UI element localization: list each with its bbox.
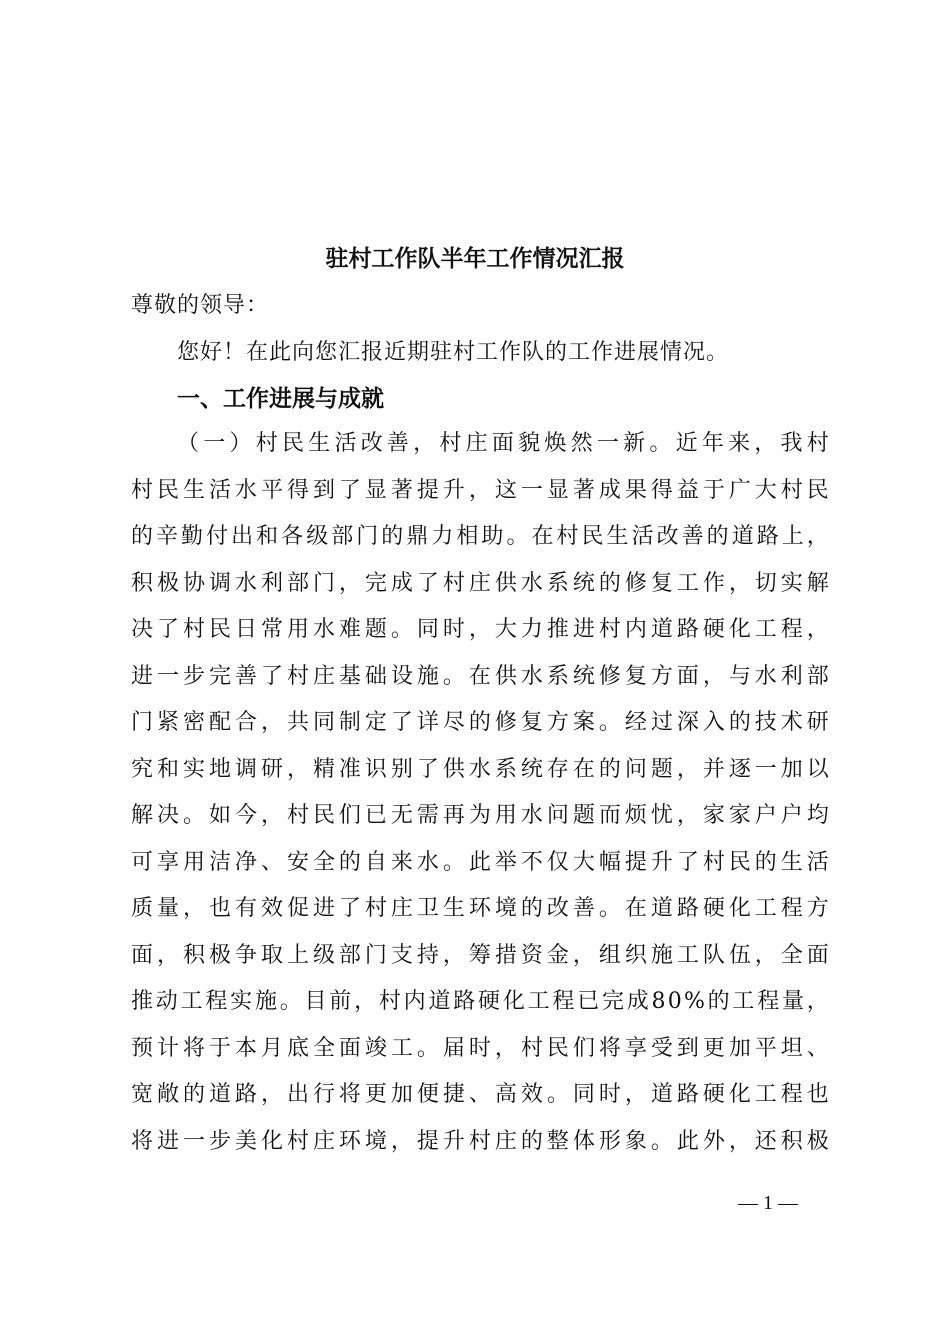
body-line: 的辛勤付出和各级部门的鼎力相助。在村民生活改善的道路上， (131, 524, 831, 549)
body-line: 将进一步美化村庄环境，提升村庄的整体形象。此外，还积极 (131, 1128, 831, 1154)
body-line: 决了村民日常用水难题。同时，大力推进村内道路硬化工程， (131, 617, 831, 642)
body-paragraph (131, 421, 831, 1165)
body-line: （一）村民生活改善，村庄面貌焕然一新。近年来，我村 (177, 431, 831, 456)
body-line: 面，积极争取上级部门支持，筹措资金，组织施工队伍，全面 (131, 942, 831, 968)
body-line: 预计将于本月底全面竣工。届时，村民们将享受到更加平坦、 (131, 1035, 831, 1061)
body-line: 解决。如今，村民们已无需再为用水问题而烦忧，家家户户均 (131, 803, 831, 828)
document-title: 驻村工作队半年工作情况汇报 (325, 245, 625, 272)
body-line: 进一步完善了村庄基础设施。在供水系统修复方面，与水利部 (131, 663, 831, 689)
body-line: 门紧密配合，共同制定了详尽的修复方案。经过深入的技术研 (131, 710, 831, 735)
body-line: 村民生活水平得到了显著提升，这一显著成果得益于广大村民 (131, 477, 831, 503)
greeting-paragraph: 您好！在此向您汇报近期驻村工作队的工作进展情况。 (177, 340, 730, 365)
body-line: 宽敞的道路，出行将更加便捷、高效。同时，道路硬化工程也 (131, 1082, 831, 1107)
body-line: 积极协调水利部门，完成了村庄供水系统的修复工作，切实解 (131, 570, 831, 596)
section-heading: 一、工作进展与成就 (177, 386, 384, 412)
body-line: 质量，也有效促进了村庄卫生环境的改善。在道路硬化工程方 (131, 896, 831, 921)
salutation: 尊敬的领导： (131, 293, 270, 318)
page-number: — 1 — (738, 1192, 798, 1214)
body-line: 究和实地调研，精准识别了供水系统存在的问题，并逐一加以 (131, 756, 831, 782)
body-line: 推动工程实施。目前，村内道路硬化工程已完成80%的工程量， (131, 989, 831, 1014)
body-line: 可享用洁净、安全的自来水。此举不仅大幅提升了村民的生活 (131, 849, 831, 875)
